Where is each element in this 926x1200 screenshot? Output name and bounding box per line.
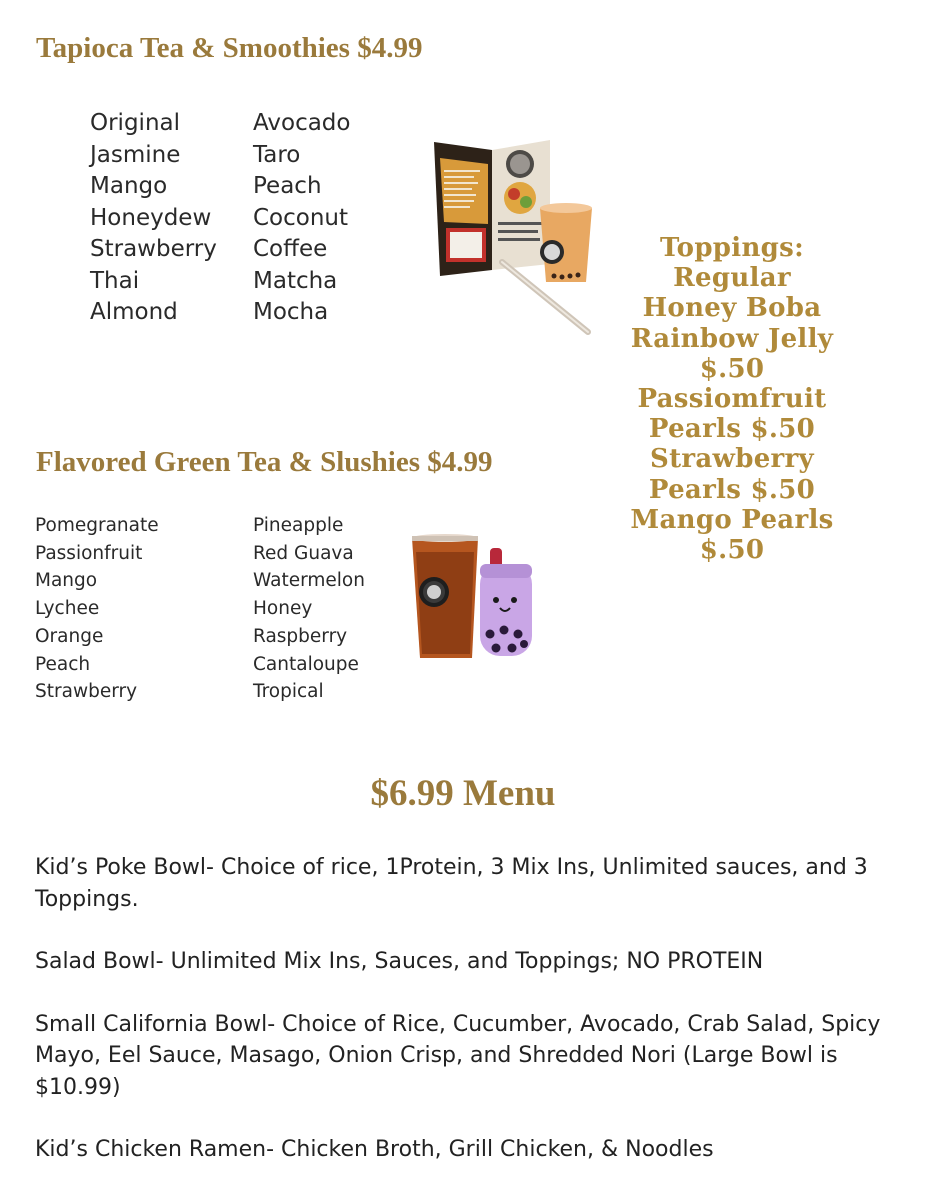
flavor-item: Mango [35, 570, 98, 592]
toppings-line: Regular [673, 263, 791, 294]
toppings-line: Rainbow Jelly [630, 323, 834, 354]
green-tea-section-title: Flavored Green Tea & Slushies $4.99 [36, 446, 493, 478]
toppings-line: Honey Boba [642, 293, 822, 324]
flavor-item: Orange [35, 625, 104, 647]
flavor-item: Honeydew [90, 204, 212, 231]
menu-item: Kid’s Chicken Ramen- Chicken Broth, Grill Chicken, & Noodles [35, 1137, 714, 1162]
tapioca-flavors-col-2 [253, 108, 350, 329]
tapioca-section-title: Tapioca Tea & Smoothies $4.99 [36, 32, 423, 64]
flavor-item: Avocado [253, 110, 351, 136]
flavor-item: Raspberry [253, 625, 348, 647]
toppings-line: Pearls $.50 [648, 474, 816, 505]
flavor-item: Strawberry [90, 236, 217, 262]
flavor-item: Coconut [253, 204, 349, 231]
flavor-item: Passionfruit [35, 542, 143, 564]
green-tea-flavors-col-1 [35, 512, 159, 706]
flavor-item: Honey [253, 598, 313, 620]
value-menu-title: $6.99 Menu [370, 773, 556, 814]
toppings-line: Pearls $.50 [648, 414, 816, 445]
flavor-item: Lychee [35, 598, 100, 620]
flavor-item: Pineapple [253, 515, 344, 536]
green-tea-flavors-col-2 [253, 512, 365, 706]
menu-item: Kid’s Poke Bowl- Choice of rice, 1Protein, 3 Mix Ins, Unlimited sauces, and 3 Toppings. [35, 855, 868, 912]
flavor-item: Taro [253, 141, 301, 168]
flavor-item: Watermelon [253, 570, 365, 592]
flavor-item: Pomegranate [35, 515, 159, 536]
toppings-line: Strawberry [650, 444, 814, 475]
flavor-item: Original [90, 110, 181, 136]
toppings-line: Mango Pearls [630, 504, 834, 535]
flavor-item: Strawberry [35, 681, 138, 703]
flavor-item: Red Guava [253, 542, 354, 564]
flavor-item: Tropical [253, 681, 324, 703]
flavor-item: Almond [90, 299, 178, 325]
toppings-line: Passiomfruit [637, 384, 827, 415]
iced-tea-and-crochet-boba-photo [408, 530, 543, 665]
flavor-item: Thai [90, 267, 140, 294]
value-menu-list [35, 852, 885, 1197]
flavor-item: Cantaloupe [253, 653, 359, 675]
flavor-item: Mocha [253, 299, 329, 325]
toppings-line: $.50 [699, 353, 765, 384]
toppings-list [612, 233, 852, 565]
flavor-item: Matcha [253, 267, 338, 294]
menu-item: Salad Bowl- Unlimited Mix Ins, Sauces, and Toppings; NO PROTEIN [35, 949, 764, 974]
toppings-line: $.50 [699, 535, 765, 566]
tapioca-flavors-col-1 [90, 108, 217, 329]
flavor-item: Peach [253, 173, 322, 199]
folded-menu-with-bubble-tea-photo [432, 136, 602, 346]
flavor-item: Jasmine [90, 141, 181, 168]
toppings-line: Toppings: [660, 233, 804, 263]
flavor-item: Coffee [253, 236, 328, 262]
menu-item: Small California Bowl- Choice of Rice, Cucumber, Avocado, Crab Salad, Spicy Mayo, Eel Sauce, Masago, Onion Crisp, and Shredded Nori (Large Bowl is $10.99) [35, 1011, 881, 1100]
flavor-item: Mango [90, 173, 168, 199]
flavor-item: Peach [35, 653, 91, 675]
